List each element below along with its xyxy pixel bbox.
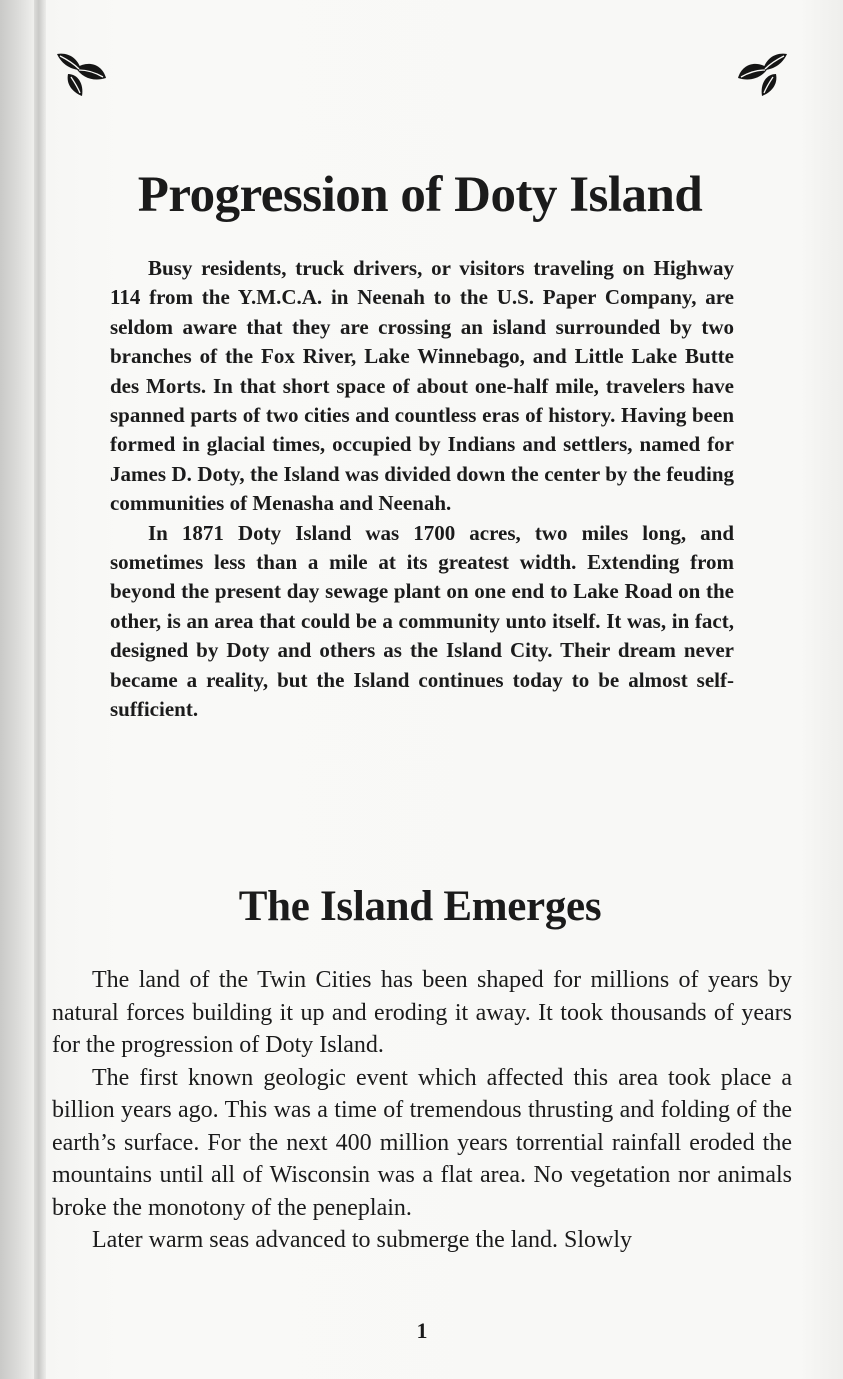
body-paragraph: Later warm seas advanced to submerge the land. Slowly [92,1227,633,1253]
section-heading: The Island Emerges [238,883,602,930]
leaf-ornament-icon [734,50,790,98]
body-paragraph: The land of the Twin Cities has been shaped for millions of years by natural forces building it up and eroding it away. It took thousands of years for the progression of Doty Island. [52,967,792,1058]
page-number: 1 [416,1318,428,1343]
intro-paragraph: Busy residents, truck drivers, or visitors traveling on Highway 114 from the Y.M.C.A. in Neenah to the U.S. Paper Company, are seldom aware that they are crossing an island surrounded by two branches of the Fox River, Lake Winnebago, and Little Lake Butte des Morts. In that short space of about one-half mile, travelers have spanned parts of two cities and countless eras of history. Having been formed in glacial times, occupied by Indians and settlers, named for James D. Doty, the Island was divided down the center by the feuding communities of Menasha and Neenah. [110,256,734,516]
body-paragraph: The first known geologic event which affected this area took place a billion years ago. This was a time of tremendous thrusting and folding of the earth’s surface. For the next 400 million years torrential rainfall eroded the mountains until all of Wisconsin was a flat area. No vegetation nor animals broke the monotony of the peneplain. [52,1064,792,1221]
page-title: Progression of Doty Island [137,167,703,223]
page-gutter-shadow [34,0,46,1379]
intro-paragraph: In 1871 Doty Island was 1700 acres, two miles long, and sometimes less than a mile at its greatest width. Extending from beyond the present day sewage plant on one end to Lake Road on the other, is an area that could be a community unto itself. It was, in fact, designed by Doty and others as the Island City. Their dream never became a reality, but the Island continues today to be almost self-sufficient. [110,520,734,722]
section-body [52,964,792,1257]
intro-text [110,254,734,725]
leaf-ornament-icon [54,50,110,98]
